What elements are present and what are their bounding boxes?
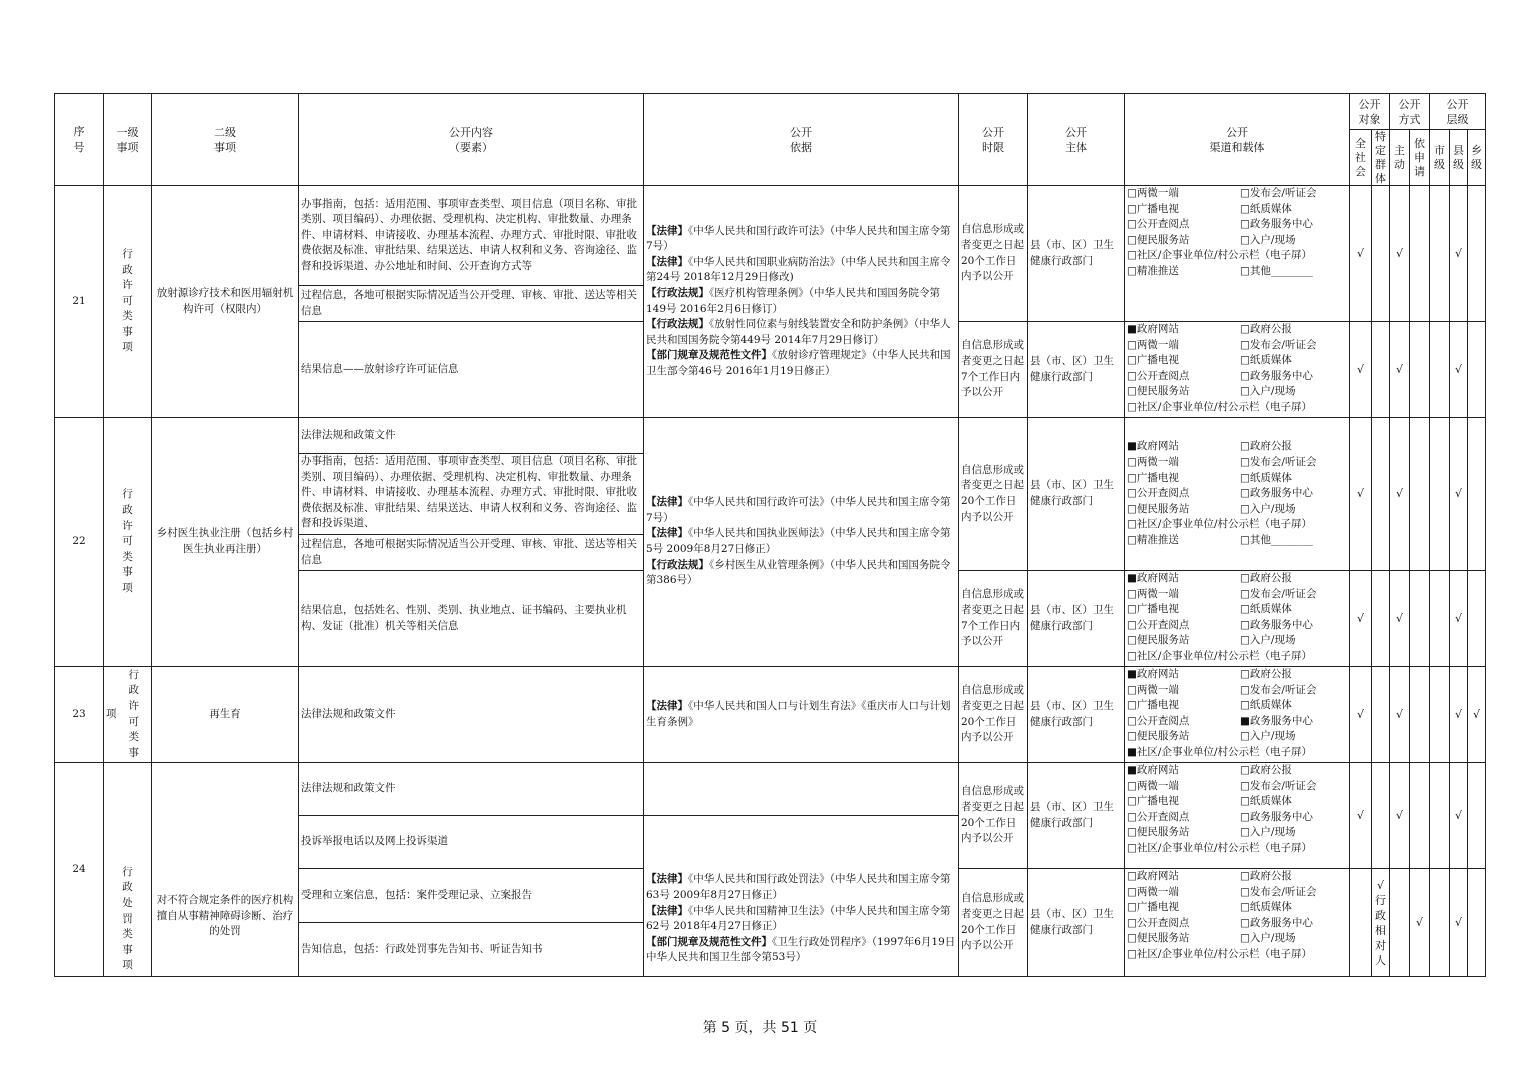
content-item: 办事指南，包括：适用范围、事项审查类型、项目信息（项目名称、审批类别、项目编码）、办理依据、受理机构、决定机构、审批数量、办理条件、申请材料、申请接收、办理基本流程、办理方式、审批时限、审批收费依据及标准、审批结果、结果送达、申请人权利和义务、咨询途径、监督和投诉渠道、 xyxy=(299,454,644,535)
check-active: √ xyxy=(1390,322,1410,418)
subject-cell: 县（市、区）卫生健康行政部门 xyxy=(1028,763,1125,869)
channel-cell: ■政府网站 □政府公报 □两微一端 □发布会/听证会 □广播电视 □纸质媒体 □公开查阅点 □政务服务中心 □便民服务站 □入户/现场 □社区/企事业单位/村公示栏（电子屏） xyxy=(1125,763,1350,869)
time-cell: 自信息形成或者变更之日起20个工作日内予以公开 xyxy=(959,418,1028,571)
check-specific: √行政相对人 xyxy=(1372,869,1390,977)
channel-cell: □政府网站 □政府公报 □两微一端 □发布会/听证会 □广播电视 □纸质媒体 □公开查阅点 □政务服务中心 □便民服务站 □入户/现场 □社区/企事业单位/村公示栏（电子屏） xyxy=(1125,869,1350,977)
row-level2: 对不符合规定条件的医疗机构擅自从事精神障碍诊断、治疗的处罚 xyxy=(152,763,299,977)
subject-cell: 县（市、区）卫生健康行政部门 xyxy=(1028,667,1125,763)
table-row-24 xyxy=(55,763,1486,816)
header-subject: 公开 主体 xyxy=(1028,94,1125,186)
table-row-23 xyxy=(55,667,1486,763)
row-level2: 放射源诊疗技术和医用辐射机构许可（权限内） xyxy=(152,186,299,418)
check-all: √ xyxy=(1350,322,1372,418)
check-town: √ xyxy=(1468,667,1486,763)
subject-cell: 县（市、区）卫生健康行政部门 xyxy=(1028,571,1125,667)
check-all: √ xyxy=(1350,667,1372,763)
check-all: √ xyxy=(1350,763,1372,869)
row-seq: 24 xyxy=(55,763,104,977)
channel-cell: ■政府网站 □政府公报 □两微一端 □发布会/听证会 □广播电视 □纸质媒体 □公开查阅点 □政务服务中心 □便民服务站 □入户/现场 □社区/企事业单位/村公示栏（电子屏） □精准推送 □其他________ xyxy=(1125,418,1350,571)
time-cell: 自信息形成或者变更之日起20个工作日内予以公开 xyxy=(959,667,1028,763)
row-level2: 再生育 xyxy=(152,667,299,763)
content-item: 受理和立案信息，包括：案件受理记录、立案报告 xyxy=(299,869,644,923)
subject-cell: 县（市、区）卫生健康行政部门 xyxy=(1028,186,1125,322)
check-all: √ xyxy=(1350,571,1372,667)
header-target-specific: 特定群体 xyxy=(1372,130,1390,186)
header-basis: 公开 依据 xyxy=(644,94,959,186)
time-cell: 自信息形成或者变更之日起20个工作日内予以公开 xyxy=(959,869,1028,977)
check-county: √ xyxy=(1450,186,1468,322)
header-channel: 公开 渠道和载体 xyxy=(1125,94,1350,186)
table-row-21 xyxy=(55,186,1486,286)
check-county: √ xyxy=(1450,571,1468,667)
check-county: √ xyxy=(1450,667,1468,763)
header-level-city: 市级 xyxy=(1430,130,1450,186)
check-county: √ xyxy=(1450,322,1468,418)
check-active: √ xyxy=(1390,418,1410,571)
content-item: 告知信息，包括：行政处罚事先告知书、听证告知书 xyxy=(299,923,644,977)
content-item: 投诉举报电话以及网上投诉渠道 xyxy=(299,816,644,869)
time-cell: 自信息形成或者变更之日起7个工作日内予以公开 xyxy=(959,571,1028,667)
header-level: 公开层级 xyxy=(1430,94,1486,130)
header-time: 公开 时限 xyxy=(959,94,1028,186)
check-apply: √ xyxy=(1410,869,1430,977)
subject-cell: 县（市、区）卫生健康行政部门 xyxy=(1028,869,1125,977)
check-county: √ xyxy=(1450,763,1468,869)
header-content: 公开内容 （要素） xyxy=(299,94,644,186)
time-cell: 自信息形成或者变更之日起7个工作日内予以公开 xyxy=(959,322,1028,418)
basis-cell: 【法律】《中华人民共和国人口与计划生育法》《重庆市人口与计划生育条例》 xyxy=(644,667,959,763)
check-county: √ xyxy=(1450,418,1468,571)
content-item: 过程信息，各地可根据实际情况适当公开受理、审核、审批、送达等相关信息 xyxy=(299,286,644,322)
basis-cell: 【法律】《中华人民共和国行政处罚法》（中华人民共和国主席令第63号 2009年8月27日修正） 【法律】《中华人民共和国精神卫生法》（中华人民共和国主席令第62号 2018年4月27日修正） 【部门规章及规范性文件】《卫生行政处罚程序》（1997年6月19日中华人民共和国卫生部令第53号） xyxy=(644,816,959,977)
header-row-1 xyxy=(55,94,1486,130)
time-cell: 自信息形成或者变更之日起20个工作日内予以公开 xyxy=(959,186,1028,322)
header-target: 公开对象 xyxy=(1350,94,1390,130)
subject-cell: 县（市、区）卫生健康行政部门 xyxy=(1028,418,1125,571)
content-item: 结果信息——放射诊疗许可证信息 xyxy=(299,322,644,418)
table-row-22 xyxy=(55,418,1486,454)
row-level1: 行政处罚类事项 xyxy=(104,763,152,977)
row-level1: 项 行政许可类事 xyxy=(104,667,152,763)
checkbox-unchecked: □两微一端 xyxy=(1127,187,1179,199)
header-target-all: 全社会 xyxy=(1350,130,1372,186)
row-level1: 行政许可类事项 xyxy=(104,186,152,418)
row-seq: 21 xyxy=(55,186,104,418)
time-cell: 自信息形成或者变更之日起20个工作日内予以公开 xyxy=(959,763,1028,869)
check-all: √ xyxy=(1350,186,1372,322)
content-item: 法律法规和政策文件 xyxy=(299,418,644,454)
content-item: 结果信息，包括姓名、性别、类别、执业地点、证书编码、主要执业机构、发证（批准）机关等相关信息 xyxy=(299,571,644,667)
header-level-county: 县级 xyxy=(1450,130,1468,186)
header-method-apply: 依申请 xyxy=(1410,130,1430,186)
page-footer: 第 5 页，共 51 页 xyxy=(702,1020,818,1036)
check-county: √ xyxy=(1450,869,1468,977)
check-active: √ xyxy=(1390,186,1410,322)
row-seq: 22 xyxy=(55,418,104,667)
header-method-active: 主动 xyxy=(1390,130,1410,186)
channel-cell: ■政府网站 □政府公报 □两微一端 □发布会/听证会 □广播电视 □纸质媒体 □公开查阅点 □政务服务中心 □便民服务站 □入户/现场 □社区/企事业单位/村公示栏（电子屏） xyxy=(1125,322,1350,418)
check-active: √ xyxy=(1390,763,1410,869)
subject-cell: 县（市、区）卫生健康行政部门 xyxy=(1028,322,1125,418)
header-seq: 序号 xyxy=(55,94,104,186)
channel-cell: ■政府网站 □政府公报 □两微一端 □发布会/听证会 □广播电视 □纸质媒体 □公开查阅点 ■政务服务中心 □便民服务站 □入户/现场 ■社区/企事业单位/村公示栏（电子屏） xyxy=(1125,667,1350,763)
header-method: 公开方式 xyxy=(1390,94,1430,130)
basis-cell: 【法律】《中华人民共和国行政许可法》（中华人民共和国主席令第7号） 【法律】《中华人民共和国执业医师法》（中华人民共和国主席令第5号 2009年8月27日修正） 【行政法规】《乡村医生从业管理条例》（中华人民共和国国务院令第386号） xyxy=(644,418,959,667)
row-level1: 行政许可类事项 xyxy=(104,418,152,667)
content-item: 办事指南，包括：适用范围、事项审查类型、项目信息（项目名称、审批类别、项目编码）、办理依据、受理机构、决定机构、审批数量、办理条件、申请材料、申请接收、办理基本流程、办理方式、审批时限、审批收费依据及标准、审批结果、结果送达、申请人权利和义务、咨询途径、监督和投诉渠道、办公地址和时间、公开查询方式等 xyxy=(299,186,644,286)
row-seq: 23 xyxy=(55,667,104,763)
header-level2: 二级事项 xyxy=(152,94,299,186)
check-active: √ xyxy=(1390,571,1410,667)
header-level1: 一级事项 xyxy=(104,94,152,186)
check-all: √ xyxy=(1350,418,1372,571)
header-level-town: 乡级 xyxy=(1468,130,1486,186)
basis-cell: 【法律】《中华人民共和国行政许可法》（中华人民共和国主席令第7号） 【法律】《中华人民共和国职业病防治法》（中华人民共和国主席令第24号 2018年12月29日修改) 【行政法规】《医疗机构管理条例》（中华人民共和国国务院令第149号 2016年2月6日修订） 【行政法规】《放射性同位素与射线装置安全和防护条例》（中华人民共和国国务院令第449号 2014年7月29日修订） 【部门规章及规范性文件】《放射诊疗管理规定》（中华人民共和国卫生部令第46号 2016年1月19日修正） xyxy=(644,186,959,418)
row-level2: 乡村医生执业注册（包括乡村医生执业再注册） xyxy=(152,418,299,667)
check-active: √ xyxy=(1390,667,1410,763)
disclosure-table xyxy=(54,93,1486,977)
channel-cell: ■政府网站 □政府公报 □两微一端 □发布会/听证会 □广播电视 □纸质媒体 □公开查阅点 □政务服务中心 □便民服务站 □入户/现场 □社区/企事业单位/村公示栏（电子屏） xyxy=(1125,571,1350,667)
channel-cell: □两微一端 □发布会/听证会 □广播电视 □纸质媒体 □公开查阅点 □政务服务中心 □便民服务站 □入户/现场 □社区/企事业单位/村公示栏（电子屏） □精准推送 □其他________ xyxy=(1125,186,1350,322)
content-item: 法律法规和政策文件 xyxy=(299,763,644,816)
content-item: 法律法规和政策文件 xyxy=(299,667,644,763)
content-item: 过程信息，各地可根据实际情况适当公开受理、审核、审批、送达等相关信息 xyxy=(299,535,644,571)
